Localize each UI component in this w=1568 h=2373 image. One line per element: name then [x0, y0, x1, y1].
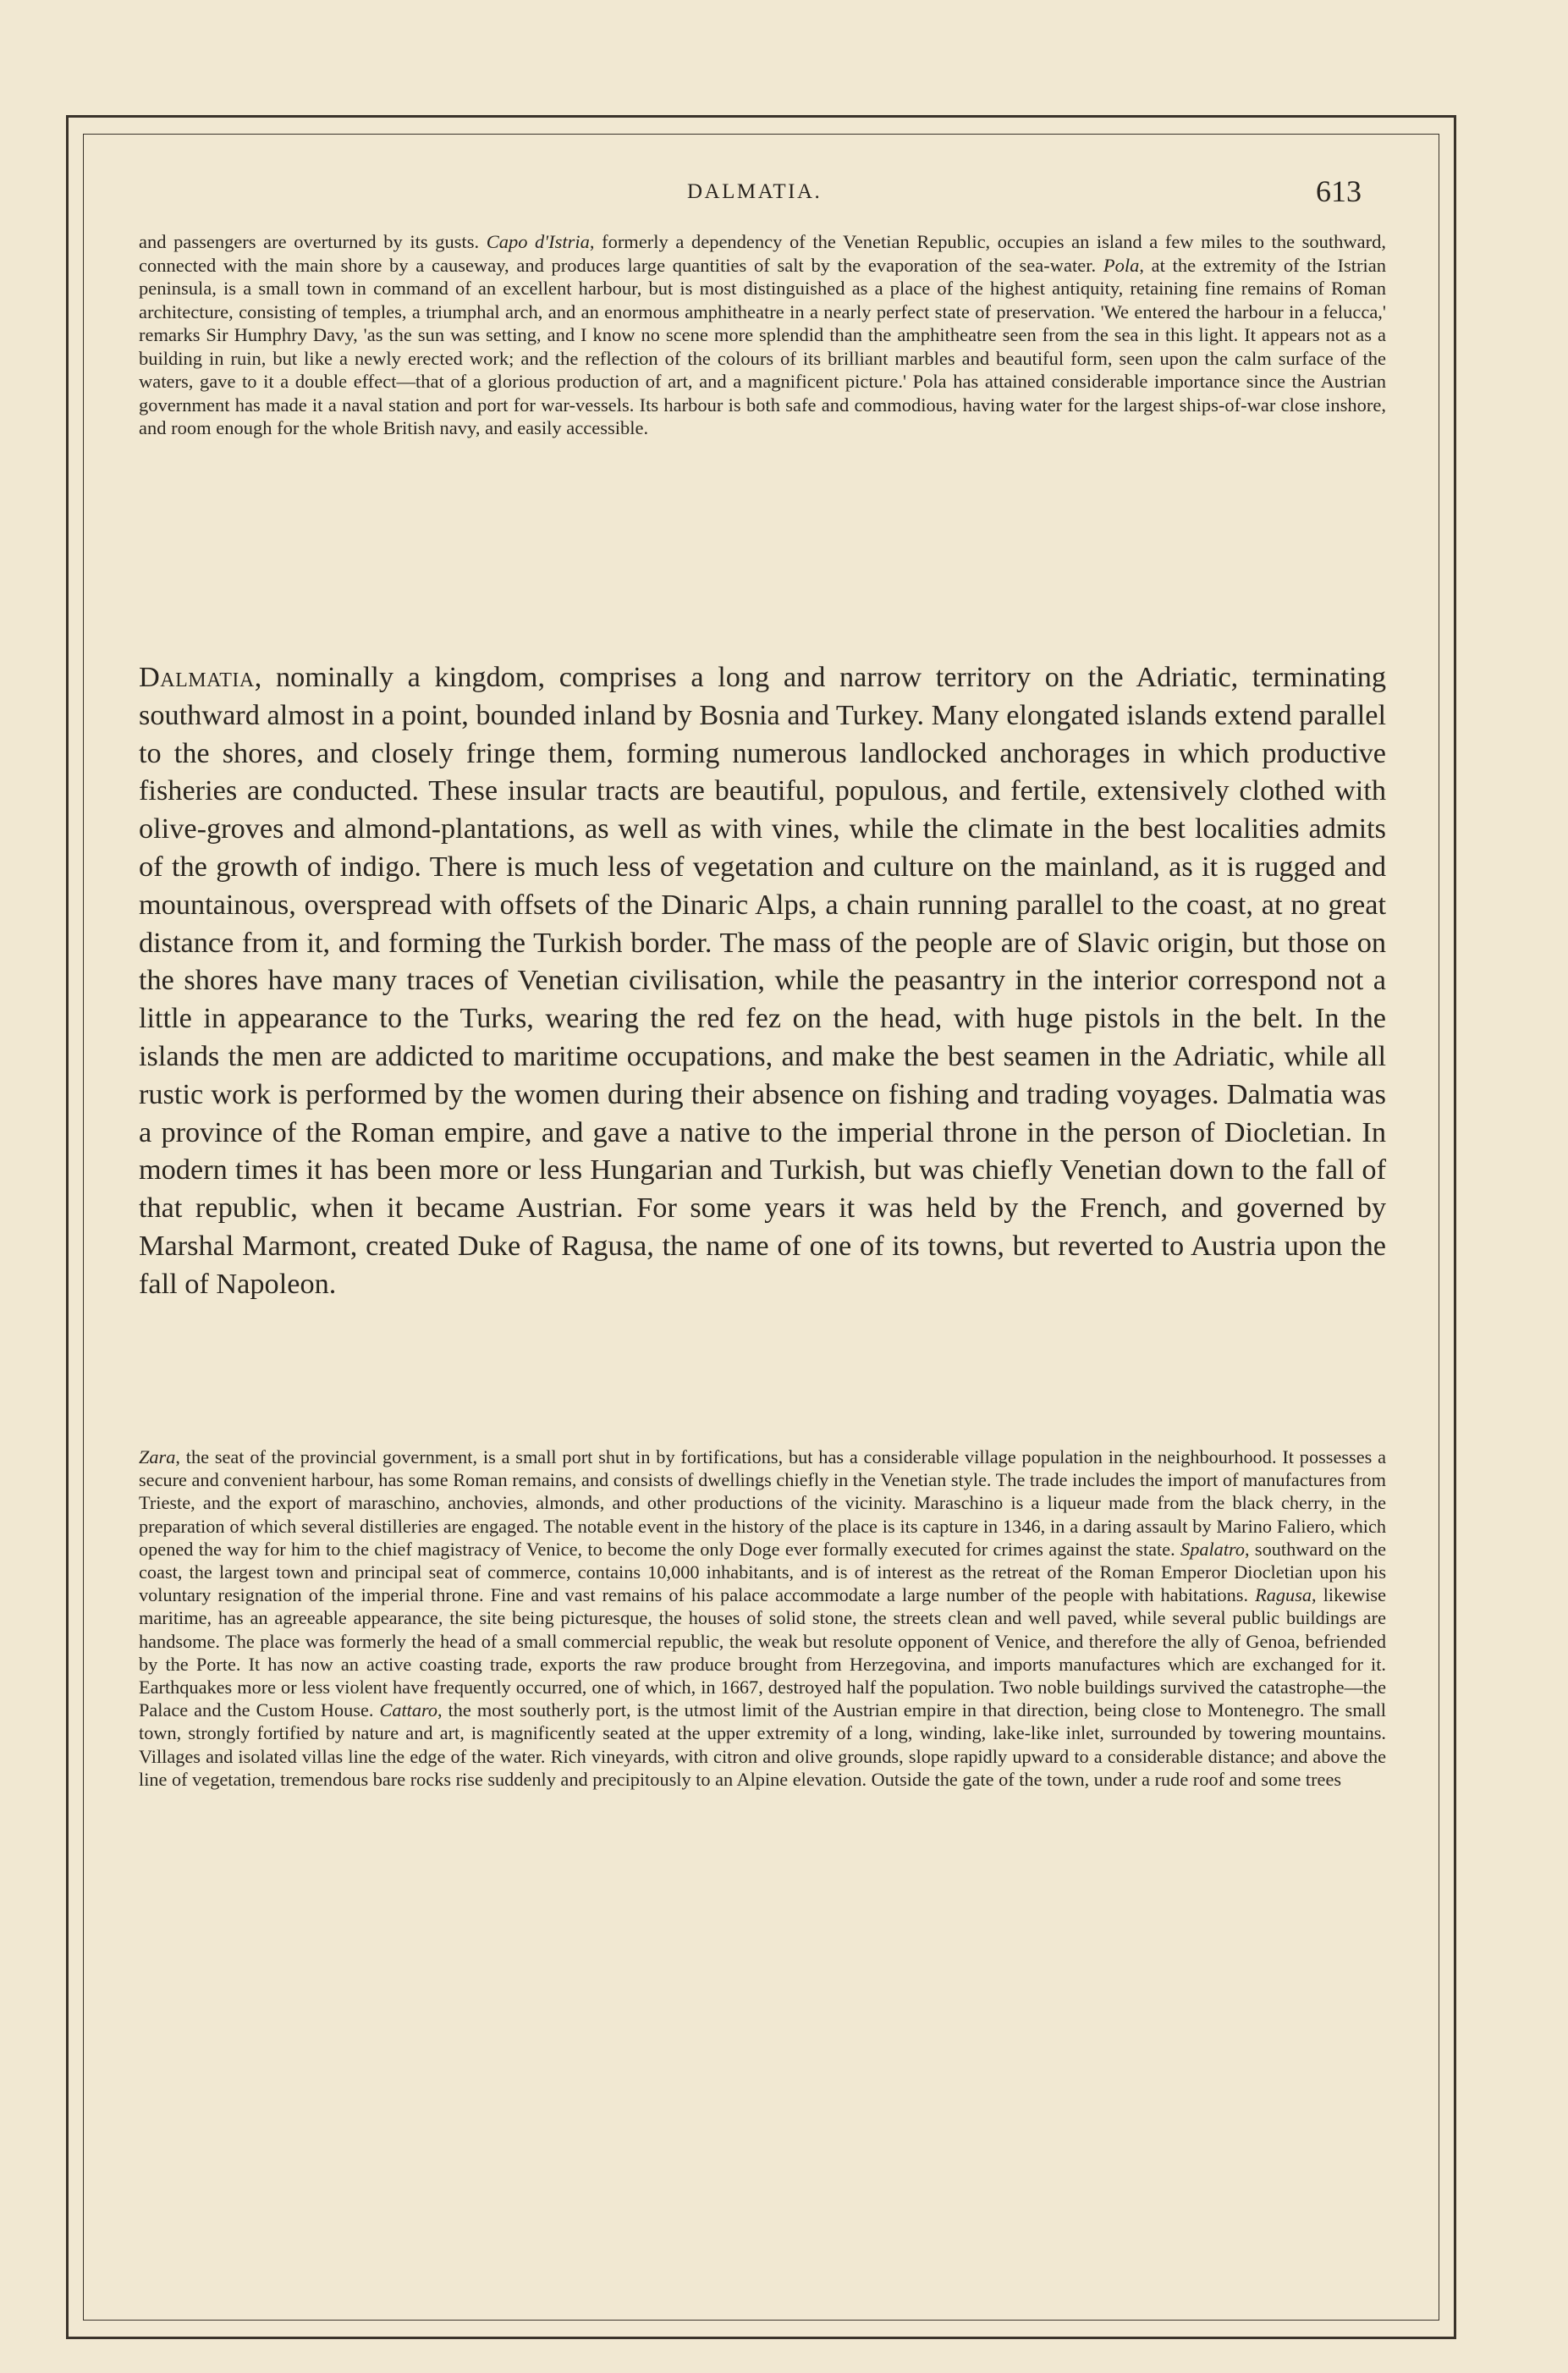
place-spalatro: Spalatro: [1180, 1538, 1246, 1560]
lead-word-dalmatia: Dalmatia: [139, 661, 255, 693]
top-text-2: , formerly a dependency of the Venetian Republic, occupies an island a few miles to the southward, connected with the main shore by a causeway, and produces large quantities of salt by the evaporation of the sea-water.: [139, 231, 1387, 276]
page-number: 613: [1316, 174, 1362, 208]
outer-border-top: [66, 115, 1456, 118]
main-text: , nominally a kingdom, comprises a long and narrow territory on the Adriatic, terminating southward almost in a point, bounded inland by Bosnia and Turkey. Many elongated islands extend parallel to the shores, and closely fringe them, forming numerous landlocked anchorages in which productive fisheries are conducted. These insular tracts are beautiful, populous, and fertile, extensively clothed with olive-groves and almond-plantations, as well as with vines, while the climate in the best localities admits of the growth of indigo. There is much less of vegetation and culture on the mainland, as it is rugged and mountainous, overspread with offsets of the Dinaric Alps, a chain running parallel to the coast, at no great distance from it, and forming the Turkish border. The mass of the people are of Slavic origin, but those on the shores have many traces of Venetian civilisation, while the peasantry in the interior correspond not a little in appearance to the Turks, wearing the red fez on the head, with huge pistols in the belt. In the islands the men are addicted to maritime occupations, and make the best seamen in the Adriatic, while all rustic work is performed by the women during their absence on fishing and trading voyages. Dalmatia was a province of the Roman empire, and gave a native to the imperial throne in the person of Diocletian. In modern times it has been more or less Hungarian and Turkish, but was chiefly Venetian down to the fall of that republic, when it became Austrian. For some years it was held by the French, and governed by Marshal Marmont, created Duke of Ragusa, the name of one of its towns, but reverted to Austria upon the fall of Napoleon.: [139, 661, 1386, 1300]
place-zara: Zara: [139, 1446, 176, 1467]
bottom-text-2: , southward on the coast, the largest town and principal seat of commerce, contains 10,000 inhabitants, and is of interest as the retreat of the Roman Emperor Diocletian upon his voluntary resignation of the imperial throne. Fine and vast remains of his palace accommodate a large number of the people with habitations.: [139, 1538, 1386, 1606]
inner-border-left: [83, 134, 84, 2321]
outer-border-right: [1454, 115, 1456, 2339]
top-text-1: and passengers are overturned by its gusts.: [139, 231, 487, 252]
place-ragusa: Ragusa: [1255, 1584, 1312, 1606]
bottom-text-1: , the seat of the provincial government, is a small port shut in by fortifications, but has a considerable village population in the neighbourhood. It possesses a secure and convenient harbour, has some Roman remains, and consists of dwellings chiefly in the Venetian style. The trade includes the import of manufactures from Trieste, and the export of maraschino, anchovies, almonds, and other productions of the vicinity. Maraschino is a liqueur made from the black cherry, in the preparation of which several distilleries are engaged. The notable event in the history of the place is its capture in 1346, in a daring assault by Marino Faliero, which opened the way for him to the chief magistracy of Venice, to become the only Doge ever formally executed for crimes against the state.: [139, 1446, 1386, 1560]
running-head: DALMATIA.: [687, 180, 823, 203]
top-text-3: , at the extremity of the Istrian peninsula, is a small town in command of an excellent harbour, but is most distinguished as a place of the highest antiquity, retaining fine remains of Roman architecture, consisting of temples, a triumphal arch, and an enormous amphitheatre in a nearly perfect state of preservation. 'We entered the harbour in a felucca,' remarks Sir Humphry Davy, 'as the sun was setting, and I know no scene more splendid than the amphitheatre seen from the sea in this light. It appears not as a building in ruin, but like a newly erected work; and the reflection of the colours of its brilliant marbles and beautiful form, seen upon the calm surface of the waters, gave to it a double effect—that of a glorious production of art, and a magnificent picture.' Pola has attained considerable importance since the Austrian government has made it a naval station and port for war-vessels. Its harbour is both safe and commodious, having water for the largest ships-of-war close inshore, and room enough for the whole British navy, and easily accessible.: [139, 254, 1386, 438]
inner-border-bottom: [83, 2320, 1439, 2321]
bottom-text-3: , likewise maritime, has an agreeable appearance, the site being picturesque, the houses of solid stone, the streets clean and well paved, while several public buildings are handsome. The place was formerly the head of a small commercial republic, the weak but resolute opponent of Venice, and therefore the ally of Genoa, befriended by the Porte. It has now an active coasting trade, exports the raw produce brought from Herzegovina, and imports manufactures which are exchanged for it. Earthquakes more or less violent have frequently occurred, one of which, in 1667, destroyed half the population. Two noble buildings survived the catastrophe—the Palace and the Custom House.: [139, 1584, 1386, 1721]
inner-border-top: [83, 134, 1439, 135]
bottom-text-4: , the most southerly port, is the utmost limit of the Austrian empire in that direction, being close to Montenegro. The small town, strongly fortified by nature and art, is magnificently seated at the upper extremity of a long, winding, lake-like inlet, surrounded by towering mountains. Villages and isolated villas line the edge of the water. Rich vineyards, with citron and olive grounds, slope rapidly upward to a considerable distance; and above the line of vegetation, tremendous bare rocks rise suddenly and precipitously to an Alpine elevation. Outside the gate of the town, under a rude roof and some trees: [139, 1699, 1386, 1790]
outer-border-bottom: [66, 2337, 1456, 2339]
place-capo-distria: Capo d'Istria: [486, 231, 590, 252]
place-pola: Pola: [1103, 254, 1140, 276]
bottom-paragraph: [139, 1445, 1386, 1791]
main-paragraph: [139, 658, 1386, 1303]
outer-border-left: [66, 115, 69, 2339]
place-cattaro: Cattaro: [379, 1699, 438, 1721]
top-paragraph: [139, 230, 1386, 440]
